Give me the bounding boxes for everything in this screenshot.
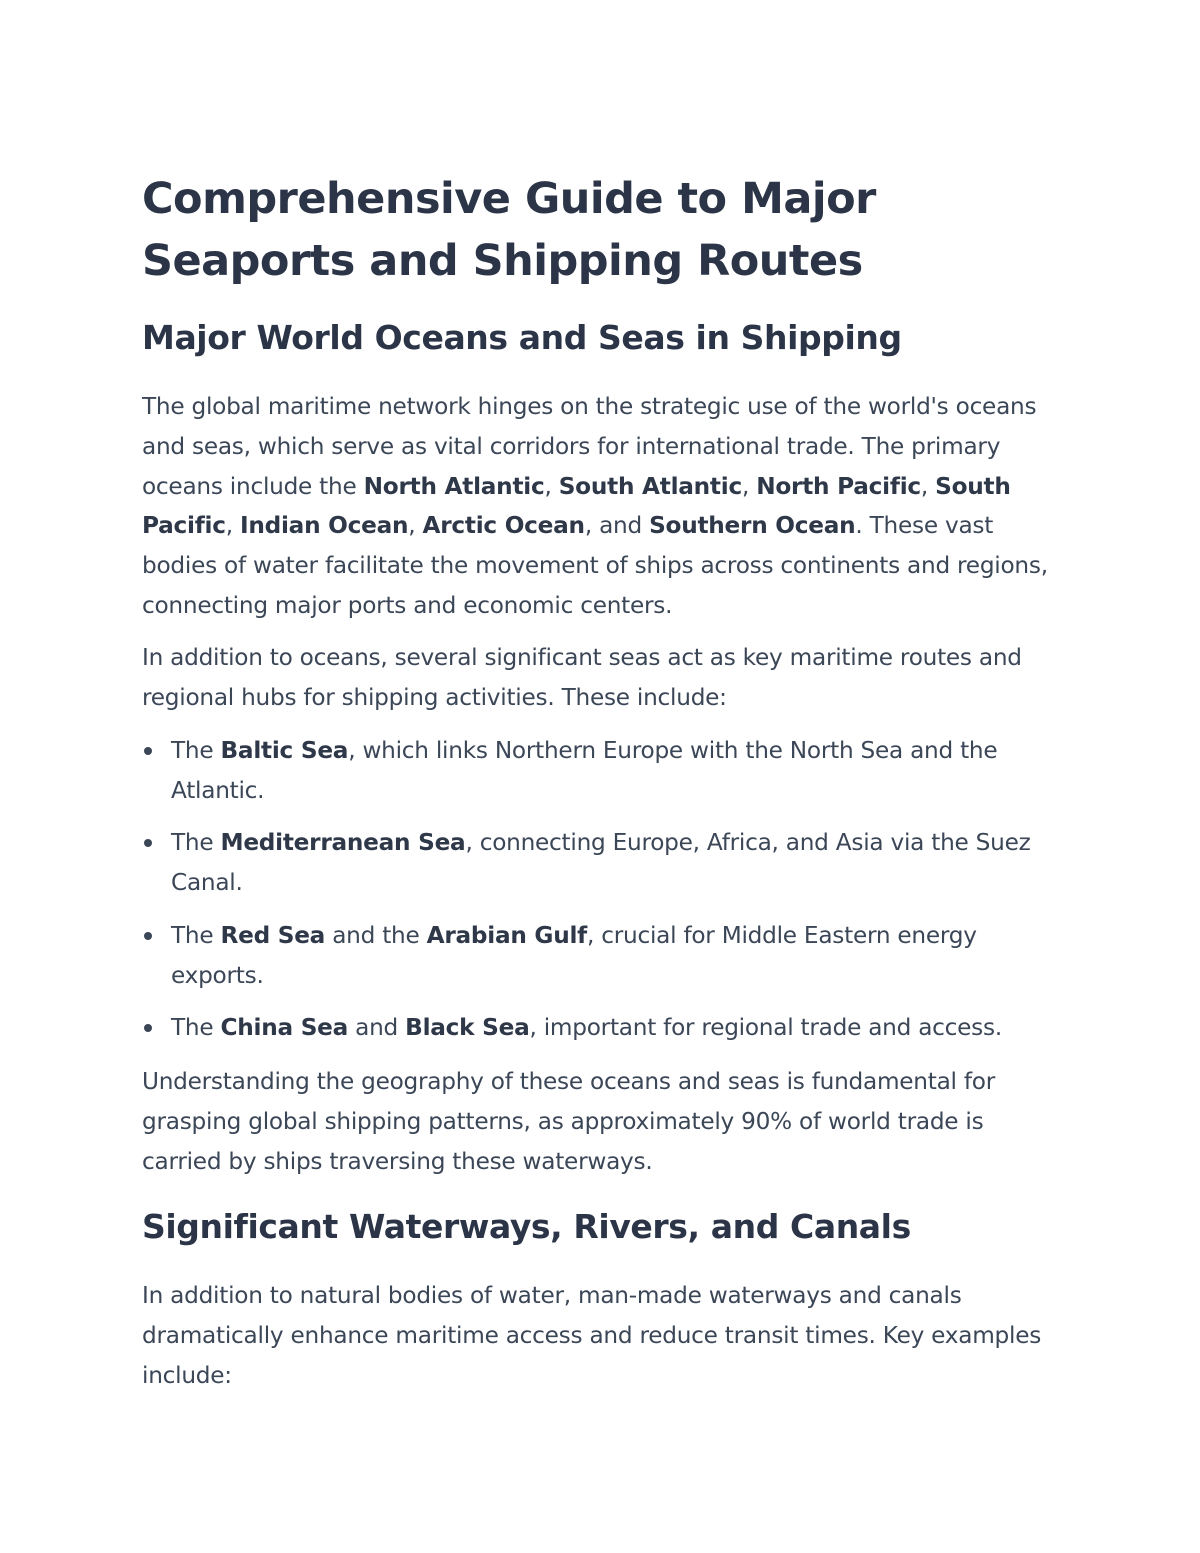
bold-term: South Atlantic	[558, 472, 742, 500]
bold-term: Baltic Sea	[220, 737, 349, 764]
paragraph-seas-intro: In addition to oceans, several significant seas act as key maritime routes and regional hubs for shipping activities. These include:	[142, 644, 1022, 711]
bold-term: Red Sea	[220, 922, 326, 949]
paragraph-waterways-intro: In addition to natural bodies of water, man-made waterways and canals dramatically enhance maritime access and reduce transit times. Key examples include:	[142, 1282, 1042, 1389]
paragraph-geography-summary: Understanding the geography of these oceans and seas is fundamental for grasping global shipping patterns, as approximately 90% of world trade is carried by ships traversing these waterways.	[142, 1068, 995, 1175]
list-item-text: The Red Sea and the Arabian Gulf, crucial for Middle Eastern energy exports.	[171, 922, 977, 989]
list-item-text: The China Sea and Black Sea, important for regional trade and access.	[171, 1014, 1002, 1041]
bold-term: Indian Ocean	[240, 512, 409, 540]
list-item-text: The Mediterranean Sea, connecting Europe, Africa, and Asia via the Suez Canal.	[171, 829, 1031, 896]
bold-term: South Pacific	[142, 472, 1011, 540]
section-heading-waterways: Significant Waterways, Rivers, and Canals	[142, 1207, 911, 1246]
bullet-icon	[144, 932, 152, 940]
list-item-text: The Baltic Sea, which links Northern Europe with the North Sea and the Atlantic.	[171, 737, 998, 804]
bullet-icon	[144, 1024, 152, 1032]
bold-term: Black Sea	[405, 1014, 530, 1041]
paragraph-oceans-intro: The global maritime network hinges on the strategic use of the world's oceans and seas, which serve as vital corridors for international trade. The primary oceans include the North Atlantic, South Atlantic, North Pacific, South Pacific, Indian Ocean, Arctic Ocean, and Southern Ocean. These vast bodies of water facilitate the movement of ships across continents and regions, connecting major ports and economic centers.	[142, 393, 1048, 619]
bold-term: Arctic Ocean	[422, 512, 585, 540]
bullet-icon	[144, 747, 152, 755]
bold-term: North Atlantic	[363, 472, 545, 500]
bold-term: Mediterranean Sea	[220, 829, 466, 856]
section-heading-oceans: Major World Oceans and Seas in Shipping	[142, 318, 902, 357]
bullet-icon	[144, 839, 152, 847]
bold-term: North Pacific	[756, 472, 921, 500]
bold-term: Southern Ocean	[649, 512, 856, 540]
page-title: Comprehensive Guide to Major Seaports and Shipping Routes	[142, 174, 876, 286]
bold-term: China Sea	[220, 1014, 349, 1041]
bold-term: Arabian Gulf	[426, 922, 588, 949]
